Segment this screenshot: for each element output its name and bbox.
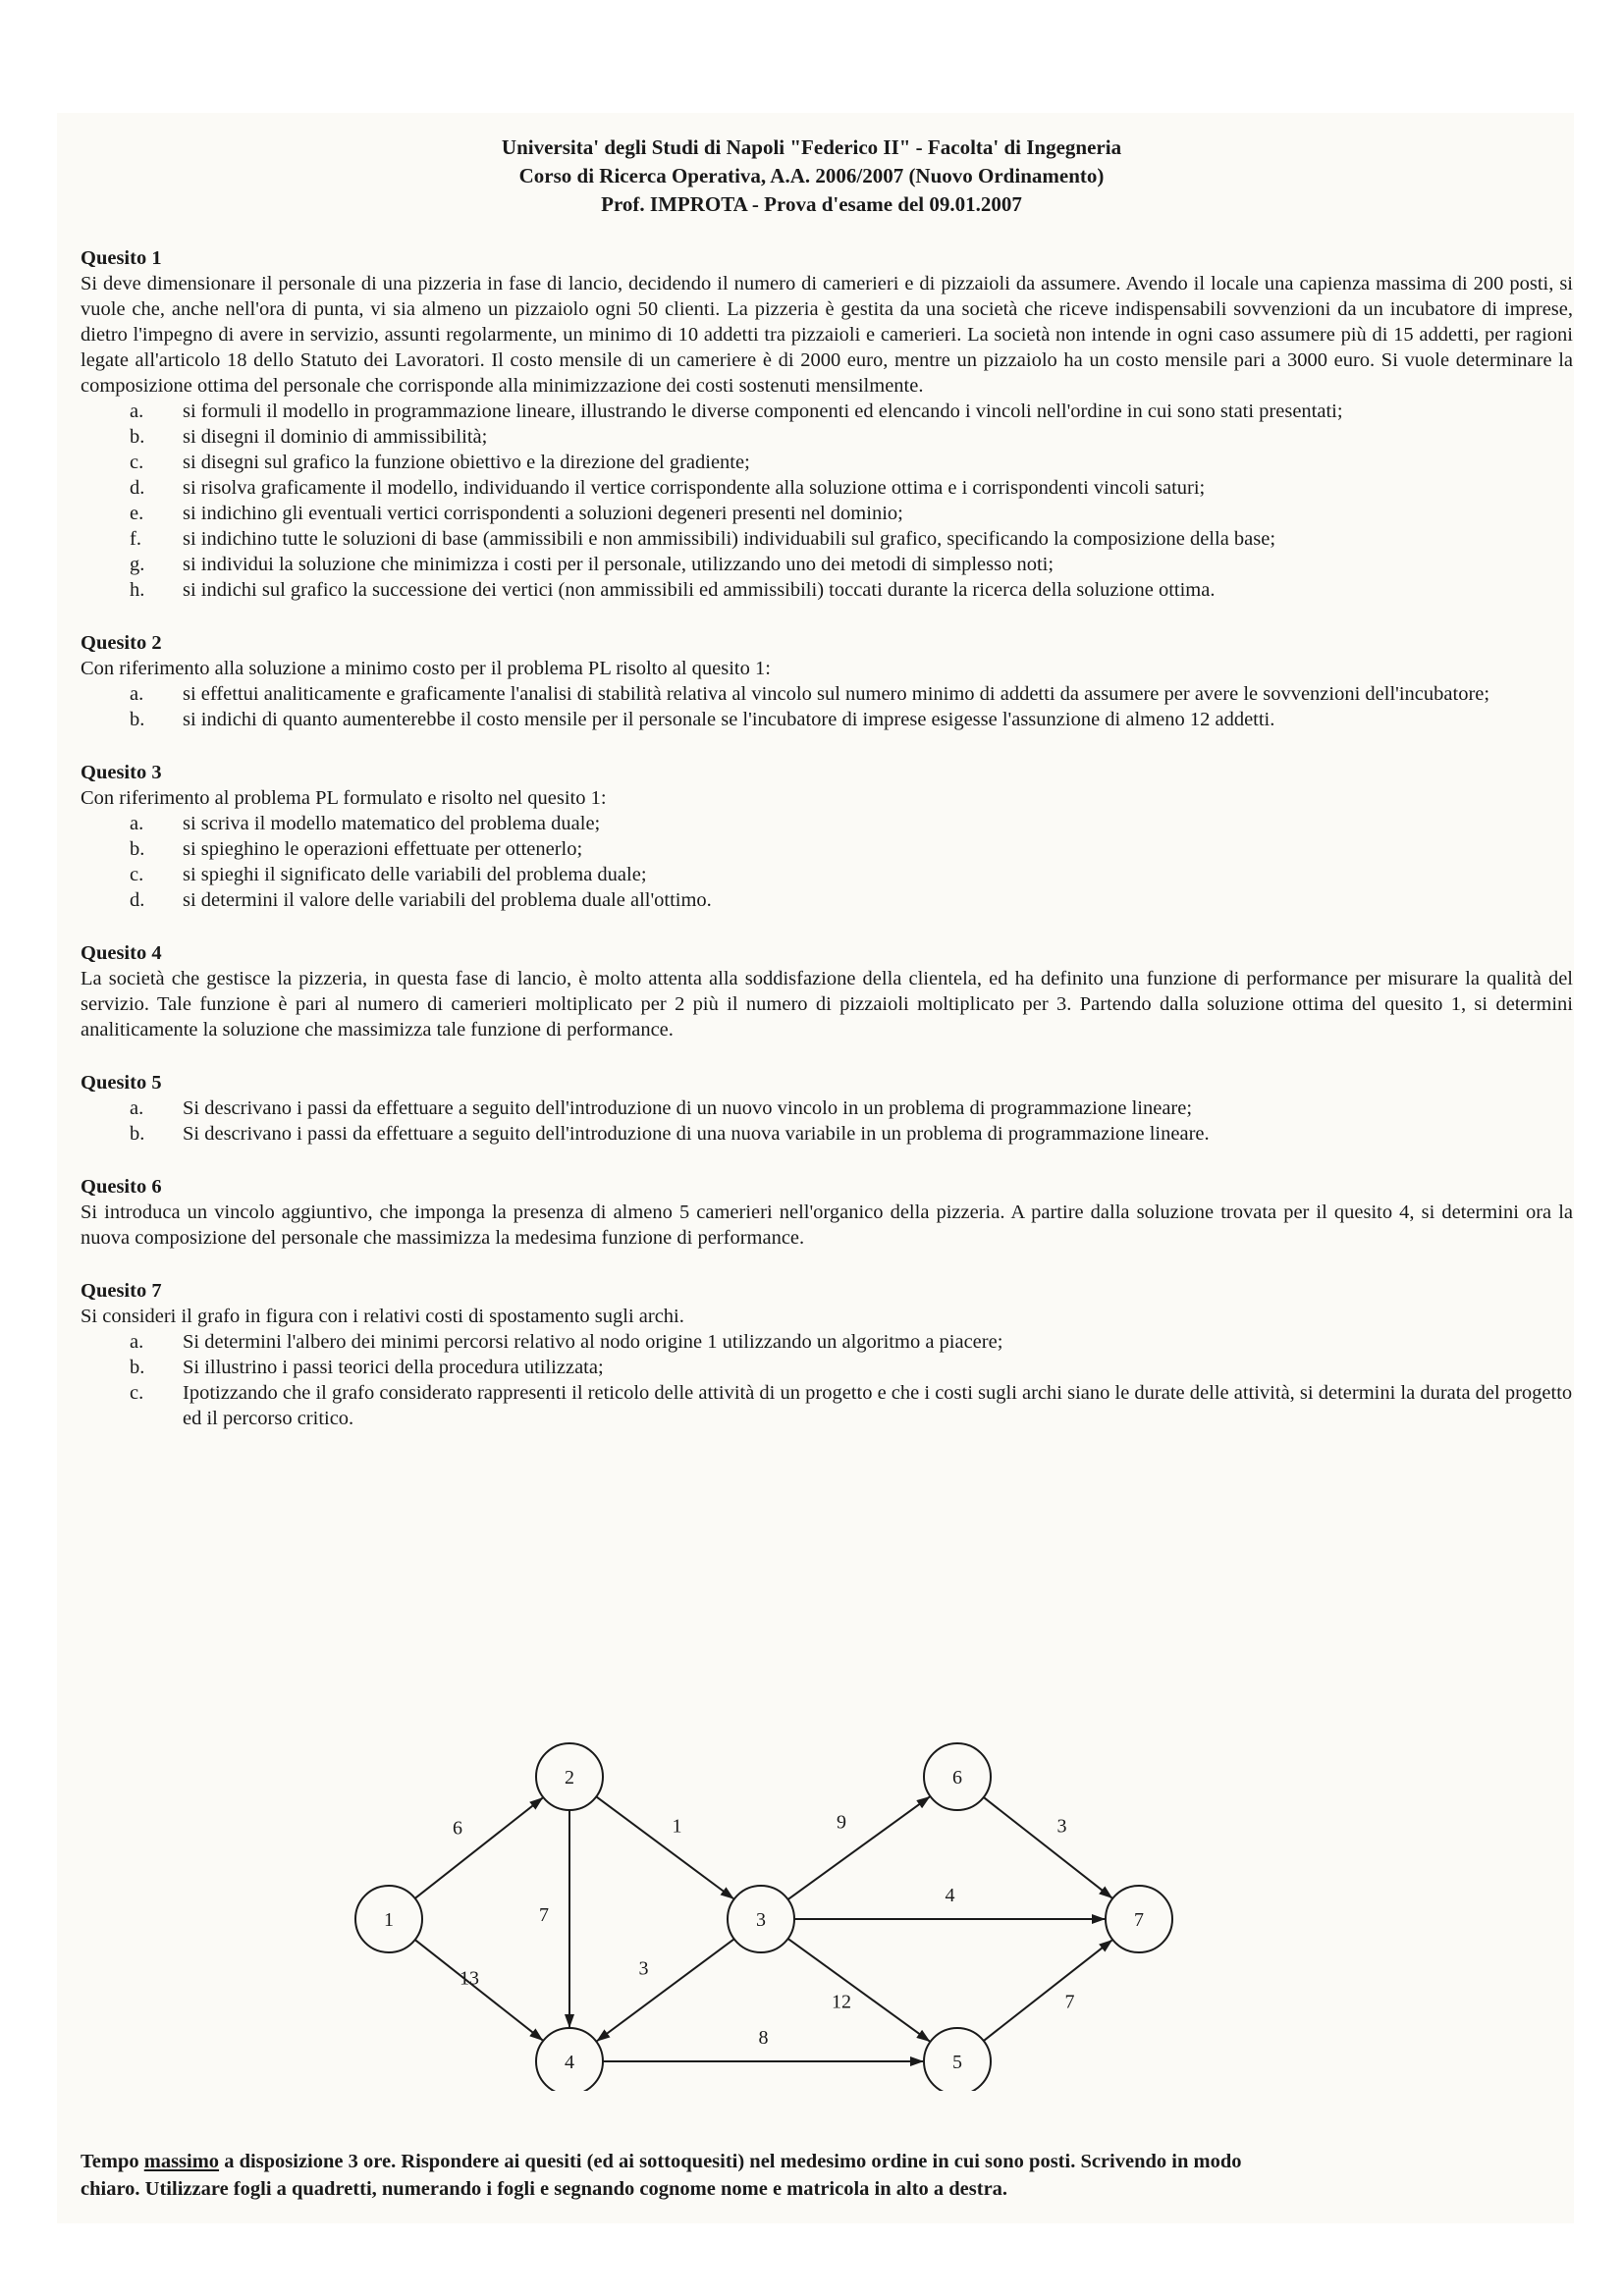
graph-node-label: 4: [565, 2052, 574, 2073]
question-title: Quesito 1: [81, 247, 162, 269]
subquestion: [81, 424, 1573, 450]
graph-edge-2-3: [596, 1796, 733, 1898]
subquestion-letter: f.: [130, 528, 141, 550]
subquestion: [81, 501, 1573, 526]
subquestion-text: si scriva il modello matematico del problema duale;: [183, 813, 601, 834]
graph-edge-cost: 1: [672, 1815, 682, 1838]
instructions-line-1: [81, 2148, 1573, 2175]
header-professor-date: Prof. IMPROTA - Prova d'esame del 09.01.2007: [601, 192, 1022, 216]
question-text: Si consideri il grafo in figura con i relativi costi di spostamento sugli archi.: [81, 1306, 684, 1327]
subquestion-text: Si illustrino i passi teorici della procedura utilizzata;: [183, 1357, 604, 1378]
subquestion-text: Si descrivano i passi da effettuare a seguito dell'introduzione di una nuova variabile in un problema di programmazione lineare.: [183, 1123, 1210, 1145]
subquestion-letter: b.: [130, 838, 145, 860]
subquestion: [81, 450, 1573, 475]
subquestion-text: si indichino tutte le soluzioni di base (ammissibili e non ammissibili) individuabili sul grafico, specificando la composizione della base;: [183, 528, 1276, 550]
graph-edge-cost: 13: [460, 1967, 479, 1990]
subquestion: [81, 1095, 1573, 1121]
subquestion-letter: e.: [130, 503, 144, 524]
question-text: Si deve dimensionare il personale di una pizzeria in fase di lancio, decidendo il numero di camerieri e di pizzaioli da assumere. Avendo il locale una capienza massima di 200 posti, si vuole che, anche nell'ora di punta, vi sia almeno un pizzaiolo ogni 50 clienti. La pizzeria è gestita da una società che riceve indispensabili sovvenzioni da un incubatore di imprese, dietro l'impegno di avere in servizio, assunti regolarmente, un minimo di 10 addetti tra pizzaioli e camerieri. La società non intende in ogni caso assumere più di 15 addetti, per ragioni legate all'articolo 18 dello Statuto dei Lavoratori. Il costo mensile di un cameriere è di 2000 euro, mentre un pizzaiolo ha un costo mensile pari a 3000 euro. Si vuole determinare la composizione ottima del personale che corrisponde alla minimizzazione dei costi sostenuti mensilmente.: [81, 273, 1573, 397]
subquestion-text: si disegni il dominio di ammissibilità;: [183, 426, 488, 448]
graph-edge-3-4: [597, 1939, 734, 2041]
question-6: [81, 1174, 1573, 1251]
instructions-text: Tempo: [81, 2151, 144, 2172]
graph-node-label: 5: [952, 2052, 962, 2073]
subquestion: [81, 475, 1573, 501]
question-title: Quesito 7: [81, 1280, 162, 1302]
subquestion-text: si individui la soluzione che minimizza i costi per il personale, utilizzando uno dei metodi di simplesso noti;: [183, 554, 1055, 575]
subquestion-list: [81, 399, 1573, 603]
subquestion: [81, 887, 1573, 913]
question-7: [81, 1278, 1573, 1431]
subquestion-letter: c.: [130, 452, 144, 473]
question-text: Con riferimento alla soluzione a minimo costo per il problema PL risolto al quesito 1:: [81, 658, 771, 679]
header-university: Universita' degli Studi di Napoli "Federico II" - Facolta' di Ingegneria: [501, 135, 1122, 159]
instructions-line-2: chiaro. Utilizzare fogli a quadretti, numerando i fogli e segnando cognome nome e matricola in alto a destra.: [81, 2178, 1008, 2200]
subquestion: [81, 1380, 1573, 1431]
subquestion-letter: b.: [130, 709, 145, 730]
subquestion-text: si spieghi il significato delle variabili del problema duale;: [183, 864, 647, 885]
instructions-text: a disposizione 3 ore. Rispondere ai quesiti (ed ai sottoquesiti) nel medesimo ordine in cui sono posti. Scrivendo in modo: [219, 2151, 1242, 2172]
graph-node-label: 1: [384, 1909, 394, 1931]
subquestion-letter: d.: [130, 889, 145, 911]
subquestion-text: si disegni sul grafico la funzione obiettivo e la direzione del gradiente;: [183, 452, 750, 473]
instructions-emphasis: massimo: [143, 2151, 220, 2172]
subquestion-text: si determini il valore delle variabili del problema duale all'ottimo.: [183, 889, 712, 911]
subquestion: [81, 1329, 1573, 1355]
subquestion-text: si spieghino le operazioni effettuate per ottenerlo;: [183, 838, 583, 860]
exam-header: [0, 133, 1623, 219]
graph-edge-cost: 4: [945, 1885, 955, 1906]
graph-edge-cost: 7: [1064, 1991, 1075, 2013]
subquestion-text: si indichi sul grafico la successione dei vertici (non ammissibili ed ammissibili) toccati durante la ricerca della soluzione ottima.: [183, 579, 1216, 601]
network-graph-figure: [344, 1737, 1188, 2091]
graph-edge-3-6: [788, 1797, 930, 1899]
subquestion: [81, 1121, 1573, 1147]
subquestion-letter: a.: [130, 400, 144, 422]
subquestion-text: si formuli il modello in programmazione lineare, illustrando le diverse componenti ed elencando i vincoli nell'ordine in cui sono stati presentati;: [183, 400, 1343, 422]
graph-edge-cost: 3: [638, 1957, 649, 1980]
graph-node-label: 6: [952, 1767, 962, 1789]
subquestion-letter: a.: [130, 1097, 144, 1119]
graph-edge-cost: 7: [539, 1904, 549, 1926]
question-1: [81, 245, 1573, 603]
graph-edge-1-2: [415, 1798, 543, 1898]
graph-edge-5-7: [984, 1941, 1112, 2041]
exam-body: [81, 245, 1573, 1459]
subquestion-text: si indichino gli eventuali vertici corrispondenti a soluzioni degeneri presenti nel dominio;: [183, 503, 903, 524]
question-title: Quesito 4: [81, 942, 162, 964]
graph-node-label: 7: [1134, 1909, 1144, 1931]
subquestion: [81, 552, 1573, 577]
question-title: Quesito 5: [81, 1072, 162, 1094]
subquestion-letter: d.: [130, 477, 145, 499]
subquestion: [81, 707, 1573, 732]
subquestion: [81, 862, 1573, 887]
subquestion-text: Si descrivano i passi da effettuare a seguito dell'introduzione di un nuovo vincolo in un problema di programmazione lineare;: [183, 1097, 1193, 1119]
subquestion-text: si risolva graficamente il modello, individuando il vertice corrispondente alla soluzione ottima e i corrispondenti vincoli saturi;: [183, 477, 1206, 499]
subquestion-letter: a.: [130, 813, 144, 834]
subquestion-letter: g.: [130, 554, 145, 575]
subquestion-letter: b.: [130, 1123, 145, 1145]
question-title: Quesito 6: [81, 1176, 162, 1198]
question-2: [81, 630, 1573, 732]
subquestion: [81, 577, 1573, 603]
subquestion: [81, 526, 1573, 552]
subquestion-letter: c.: [130, 864, 144, 885]
subquestion-text: si indichi di quanto aumenterebbe il costo mensile per il personale se l'incubatore di imprese esigesse l'assunzione di almeno 12 addetti.: [183, 709, 1275, 730]
graph-edge-6-7: [984, 1797, 1112, 1897]
question-text: Con riferimento al problema PL formulato e risolto nel quesito 1:: [81, 787, 607, 809]
subquestion-letter: c.: [130, 1382, 144, 1404]
graph-edge-cost: 9: [837, 1811, 846, 1834]
subquestion-list: [81, 1329, 1573, 1431]
subquestion-letter: b.: [130, 426, 145, 448]
subquestion-letter: a.: [130, 1331, 144, 1353]
header-course: Corso di Ricerca Operativa, A.A. 2006/2007 (Nuovo Ordinamento): [518, 164, 1105, 187]
subquestion-list: [81, 681, 1573, 732]
graph-edge-3-5: [788, 1939, 930, 2041]
subquestion-list: [81, 1095, 1573, 1147]
question-4: [81, 940, 1573, 1042]
exam-instructions: [81, 2148, 1573, 2203]
graph-edge-cost: 12: [832, 1991, 851, 2013]
question-text: La società che gestisce la pizzeria, in questa fase di lancio, è molto attenta alla soddisfazione della clientela, ed ha definito una funzione di performance per misurare la qualità del servizio. Tale funzione è pari al numero di camerieri moltiplicato per 2 più il numero di pizzaioli moltiplicato per 3. Partendo dalla soluzione ottima del quesito 1, si determini analiticamente la soluzione che massimizza tale funzione di performance.: [81, 968, 1573, 1041]
subquestion-text: Ipotizzando che il grafo considerato rappresenti il reticolo delle attività di un progetto e che i costi sugli archi siano le durate delle attività, si determini la durata del progetto ed il percorso critico.: [183, 1382, 1573, 1429]
graph-edge-cost: 3: [1056, 1815, 1067, 1838]
subquestion-letter: b.: [130, 1357, 145, 1378]
subquestion-letter: h.: [130, 579, 145, 601]
graph-edge-cost: 6: [453, 1817, 462, 1840]
graph-node-label: 3: [756, 1909, 766, 1931]
subquestion: [81, 836, 1573, 862]
subquestion: [81, 811, 1573, 836]
question-5: [81, 1070, 1573, 1147]
subquestion-letter: a.: [130, 683, 144, 705]
subquestion: [81, 1355, 1573, 1380]
graph-edge-cost: 8: [758, 2027, 769, 2049]
graph-node-label: 2: [565, 1767, 574, 1789]
question-title: Quesito 2: [81, 632, 162, 654]
subquestion-text: si effettui analiticamente e graficamente l'analisi di stabilità relativa al vincolo sul numero minimo di addetti da assumere per avere le sovvenzioni dell'incubatore;: [183, 683, 1490, 705]
subquestion: [81, 681, 1573, 707]
subquestion-text: Si determini l'albero dei minimi percorsi relativo al nodo origine 1 utilizzando un algoritmo a piacere;: [183, 1331, 1003, 1353]
question-3: [81, 760, 1573, 913]
question-text: Si introduca un vincolo aggiuntivo, che imponga la presenza di almeno 5 camerieri nell'organico della pizzeria. A partire dalla soluzione trovata per il quesito 4, si determini ora la nuova composizione del personale che massimizza la medesima funzione di performance.: [81, 1201, 1573, 1249]
graph-edge-1-4: [415, 1940, 543, 2040]
question-title: Quesito 3: [81, 762, 162, 783]
subquestion-list: [81, 811, 1573, 913]
subquestion: [81, 399, 1573, 424]
